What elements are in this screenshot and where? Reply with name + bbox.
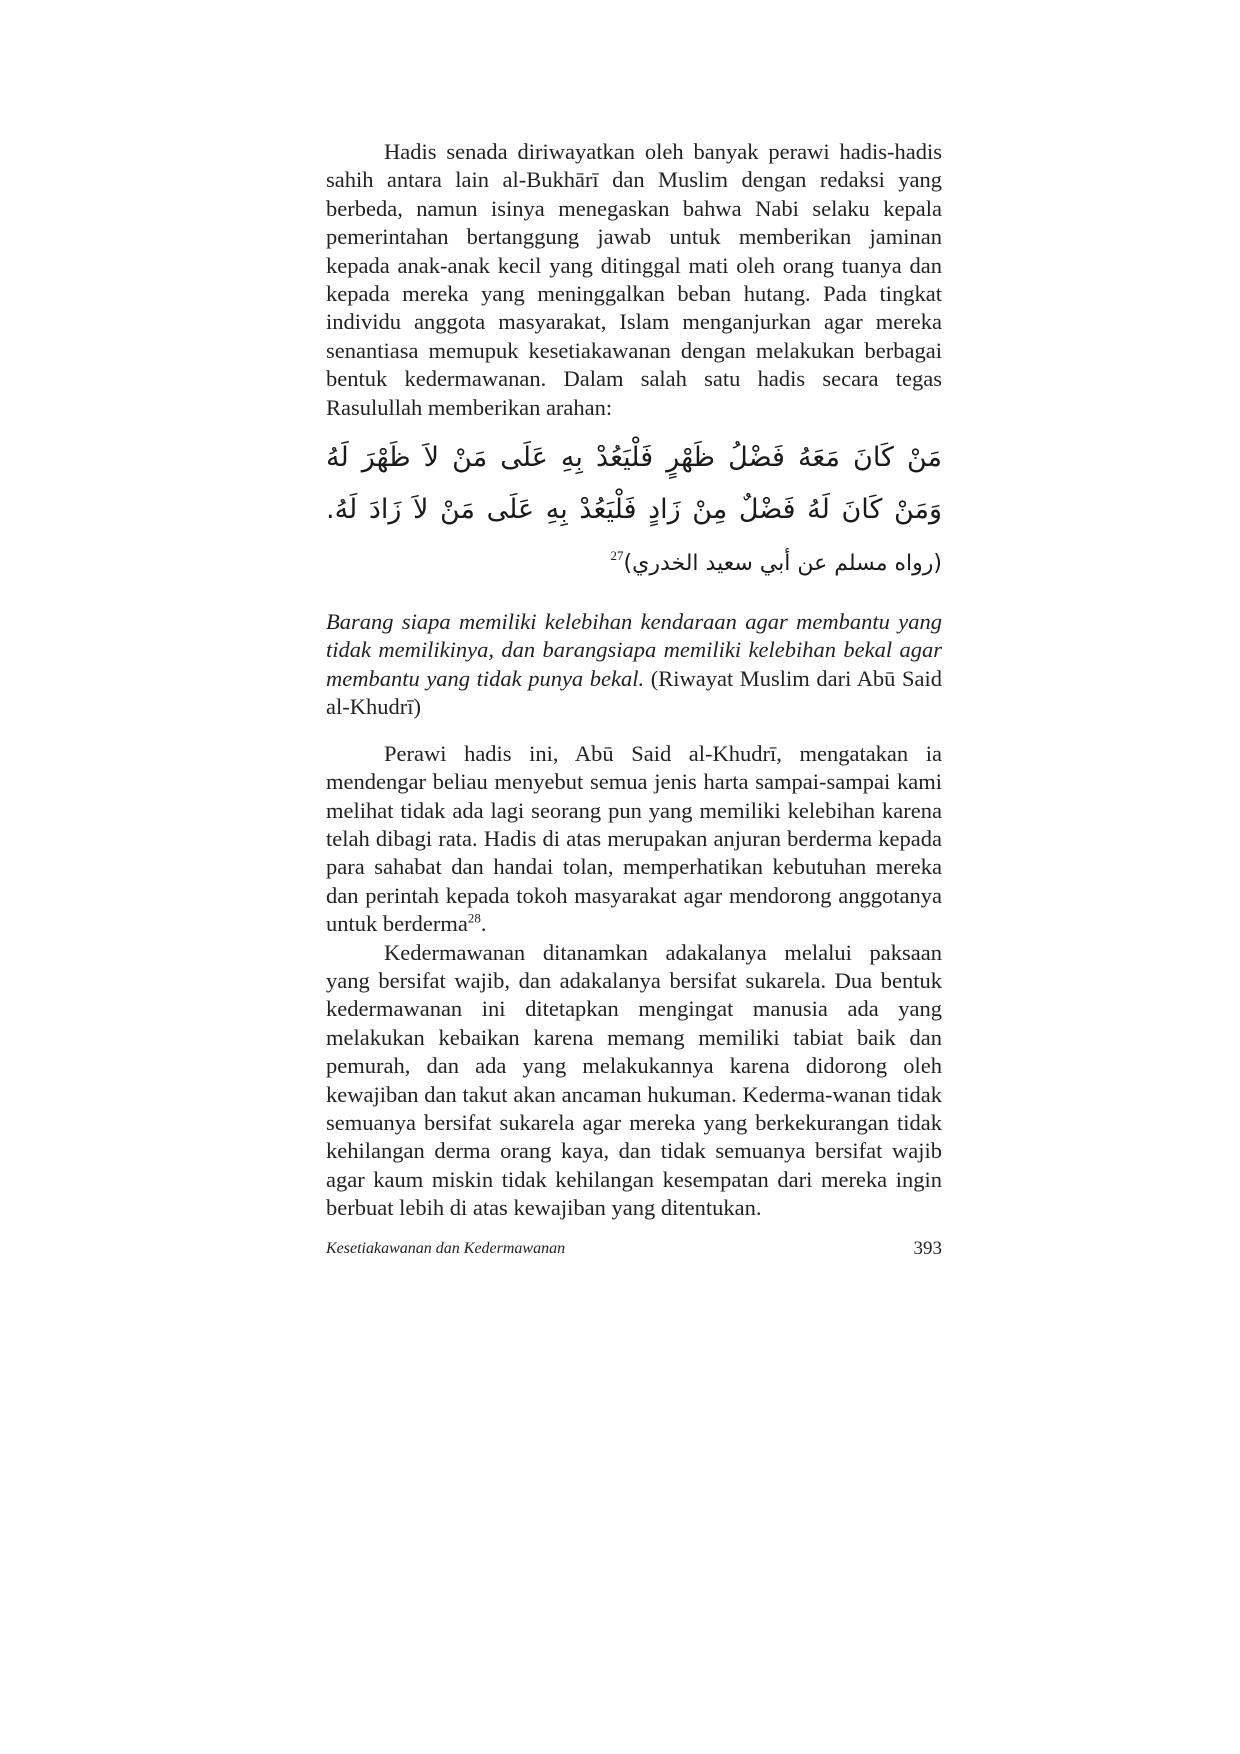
translation-italic-text: Barang siapa memiliki kelebihan kendaraan agar membantu yang tidak memilikinya, dan barangsiapa memiliki kelebihan bekal agar membantu yang tidak punya bekal. xyxy=(326,609,942,691)
arabic-hadith-block xyxy=(326,432,942,590)
paragraph-1: Hadis senada diriwayatkan oleh banyak perawi hadis-hadis sahih antara lain al-Bukhārī dan Muslim dengan redaksi yang berbeda, namun isinya menegaskan bahwa Nabi selaku kepala pemerintahan bertanggung jawab untuk memberikan jaminan kepada anak-anak kecil yang ditinggal mati oleh orang tuanya dan kepada mereka yang meninggalkan beban hutang. Pada tingkat individu anggota masyarakat, Islam menganjurkan agar mereka senantiasa memupuk kesetiakawanan dengan melakukan berbagai bentuk kedermawanan. Dalam salah satu hadis secara tegas Rasulullah memberikan arahan: xyxy=(326,139,942,420)
translation-source-text: (Riwayat Muslim dari Abū Said al-Khudrī) xyxy=(326,665,943,720)
running-title: Kesetiakawanan dan Kedermawanan xyxy=(326,1240,566,1257)
paragraph-3: Kedermawanan ditanamkan adakalanya melalui paksaan yang bersifat wajib, dan adakalanya bersifat sukarela. Dua bentuk kedermawanan ini ditetapkan mengingat manusia ada yang melakukan kebaikan karena memang memiliki tabiat baik dan pemurah, dan ada yang melakukannya karena didorong oleh kewajiban dan takut akan ancaman hukuman. Kederma-wanan tidak semuanya bersifat sukarela agar mereka yang berkekurangan tidak kehilangan derma orang kaya, dan tidak semuanya bersifat wajib agar kaum miskin tidak kehilangan kesempatan dari mereka ingin berbuat lebih di atas kewajiban yang ditentukan. xyxy=(326,939,942,1221)
page-number: 393 xyxy=(913,1238,942,1259)
spacer xyxy=(326,722,942,740)
arabic-hadith-text: مَنْ كَانَ مَعَهُ فَضْلُ ظَهْرٍ فَلْيَعُدْ بِهِ عَلَى مَنْ لاَ ظَهْرَ لَهُ وَمَنْ كَانَ لَهُ فَضْلٌ مِنْ زَادٍ فَلْيَعُدْ بِهِ عَلَى مَنْ لاَ زَادَ لَهُ. xyxy=(326,442,942,526)
page-body xyxy=(326,138,942,1223)
footnote-ref-28[interactable]: 28 xyxy=(467,910,481,926)
paragraph-2 xyxy=(326,740,942,939)
paragraph-2-end: . xyxy=(480,911,487,937)
paragraph-2-text: Perawi hadis ini, Abū Said al-Khudrī, mengatakan ia mendengar beliau menyebut semua jenis harta sampai-sampai kami melihat tidak ada lagi seorang pun yang memiliki kelebihan karena telah dibagi rata. Hadis di atas merupakan anjuran berderma kepada para sahabat dan handai tolan, memperhatikan kebutuhan mereka dan perintah kepada tokoh masyarakat agar mendorong anggotanya untuk berderma xyxy=(326,740,942,937)
hadith-translation xyxy=(326,608,942,722)
footnote-ref-27[interactable]: 27 xyxy=(610,548,624,564)
arabic-source-text: (رواه مسلم عن أبي سعيد الخدري) xyxy=(623,551,942,577)
page-footer xyxy=(326,1240,942,1264)
